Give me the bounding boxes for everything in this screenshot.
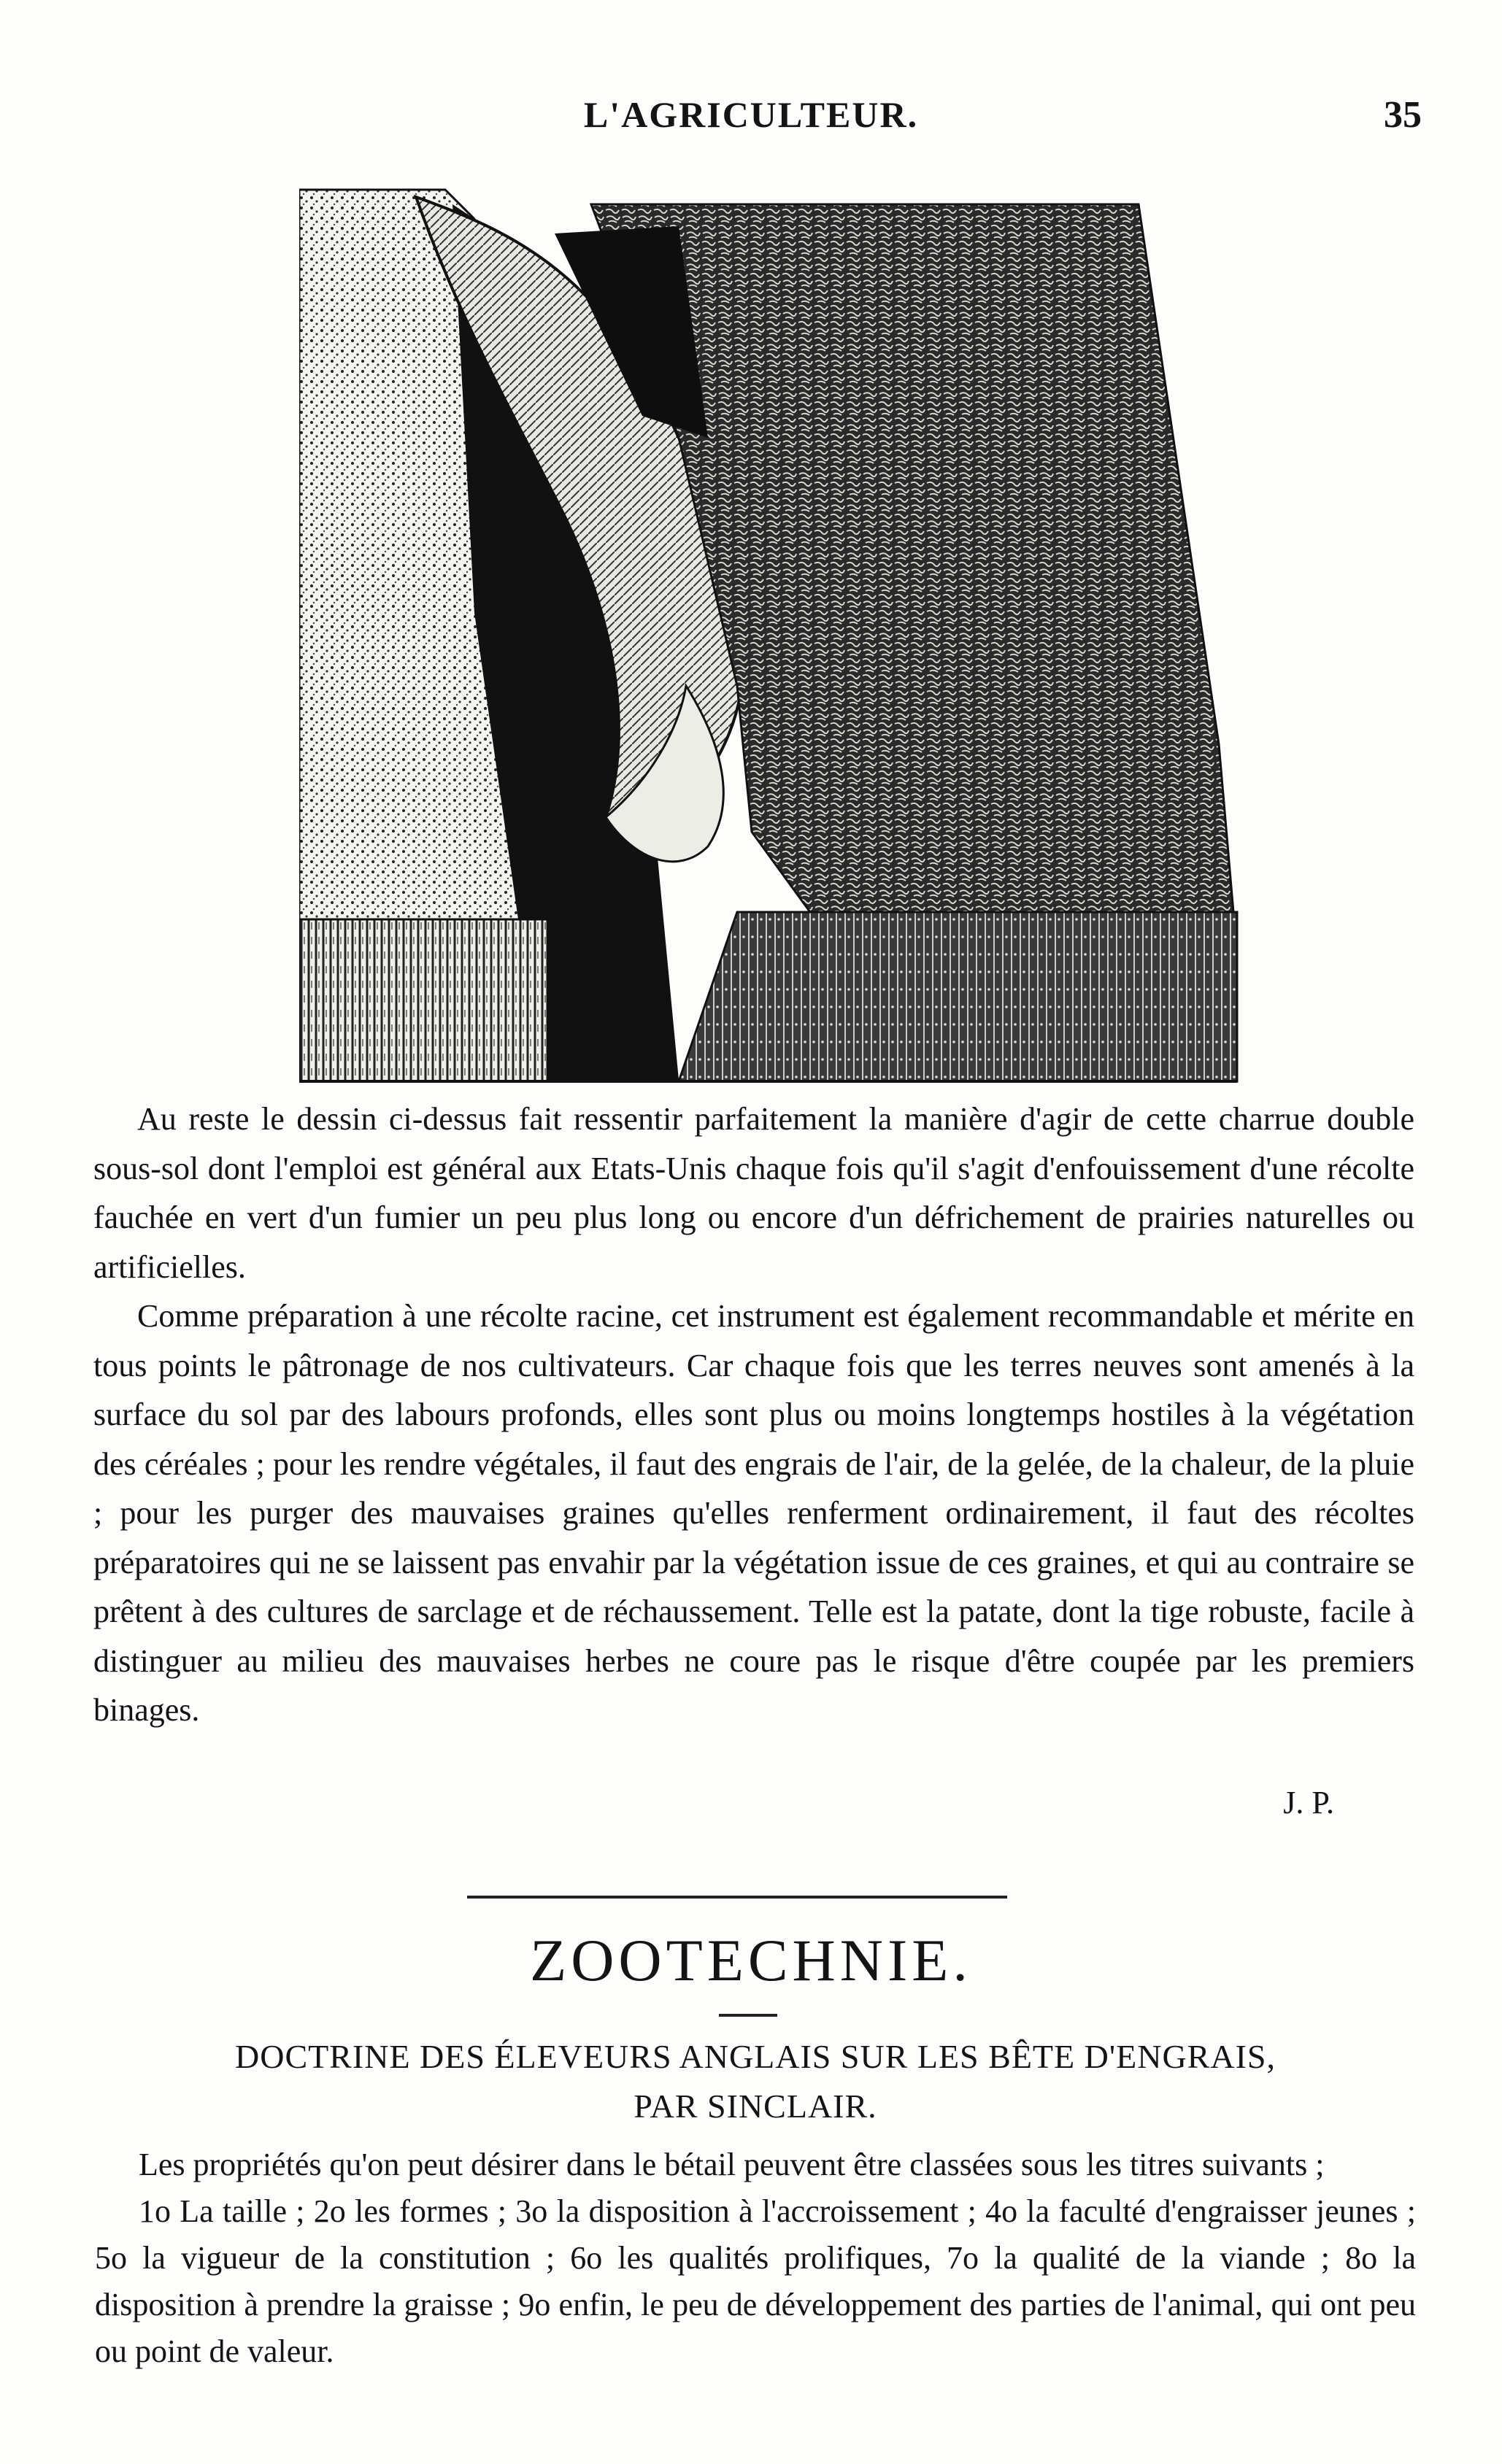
- section-title: ZOOTECHNIE.: [530, 1927, 972, 1993]
- page-number: 35: [1384, 94, 1422, 136]
- article-heading: [95, 2032, 1416, 2131]
- section-divider: [467, 1896, 1007, 1899]
- plough-furrow-engraving-icon: [299, 175, 1241, 1087]
- running-title: L'AGRICULTEUR.: [583, 94, 919, 135]
- article-heading-byline: PAR SINCLAIR.: [633, 2088, 877, 2125]
- title-dash: [719, 2014, 777, 2017]
- article-paragraph: Comme préparation à une récolte racine, cet instrument est également recommandable et mérite en tous points le pâtronage de nos cultivateurs. Car chaque fois que les terres neuves sont amenés à la surface du sol par des labours profonds, elles sont plus ou moins longtemps hostiles à la végétation des céréales ; pour les rendre végétales, il faut des engrais de l'air, de la gelée, de la chaleur, de la pluie ; pour les purger des mauvaises graines qu'elles renferment ordinairement, il faut des récoltes préparatoires qui ne se laissent pas envahir par la végétation issue de ces graines, et qui au contraire se prêtent à des cultures de sarclage et de réchaussement. Telle est la patate, dont la tige robuste, facile à distinguer au milieu des mauvaises herbes ne coure pas le risque d'être coupée par les premiers binages.: [93, 1298, 1414, 1728]
- section-paragraph: Les propriétés qu'on peut désirer dans le bétail peuvent être classées sous les titres suivants ;: [139, 2147, 1325, 2182]
- article-signature: J. P.: [1283, 1785, 1334, 1820]
- running-head: [0, 93, 1502, 152]
- section-body: [95, 2141, 1416, 2375]
- section-paragraph: 1o La taille ; 2o les formes ; 3o la disposition à l'accroissement ; 4o la faculté d'engraisser jeunes ; 5o la vigueur de la constitution ; 6o les qualités prolifiques, 7o la qualité de la viande ; 8o la disposition à prendre la graisse ; 9o enfin, le peu de développement des parties de l'animal, qui ont peu ou point de valeur.: [95, 2193, 1416, 2369]
- article-heading-line: DOCTRINE DES ÉLEVEURS ANGLAIS SUR LES BÊTE D'ENGRAIS,: [235, 2038, 1276, 2075]
- article-body: [93, 1094, 1414, 1735]
- article-paragraph: Au reste le dessin ci-dessus fait ressentir parfaitement la manière d'agir de cette charrue double sous-sol dont l'emploi est général aux Etats-Unis chaque fois qu'il s'agit d'enfouissement d'une récolte fauchée en vert d'un fumier un peu plus long ou encore d'un défrichement de prairies naturelles ou artificielles.: [93, 1101, 1414, 1285]
